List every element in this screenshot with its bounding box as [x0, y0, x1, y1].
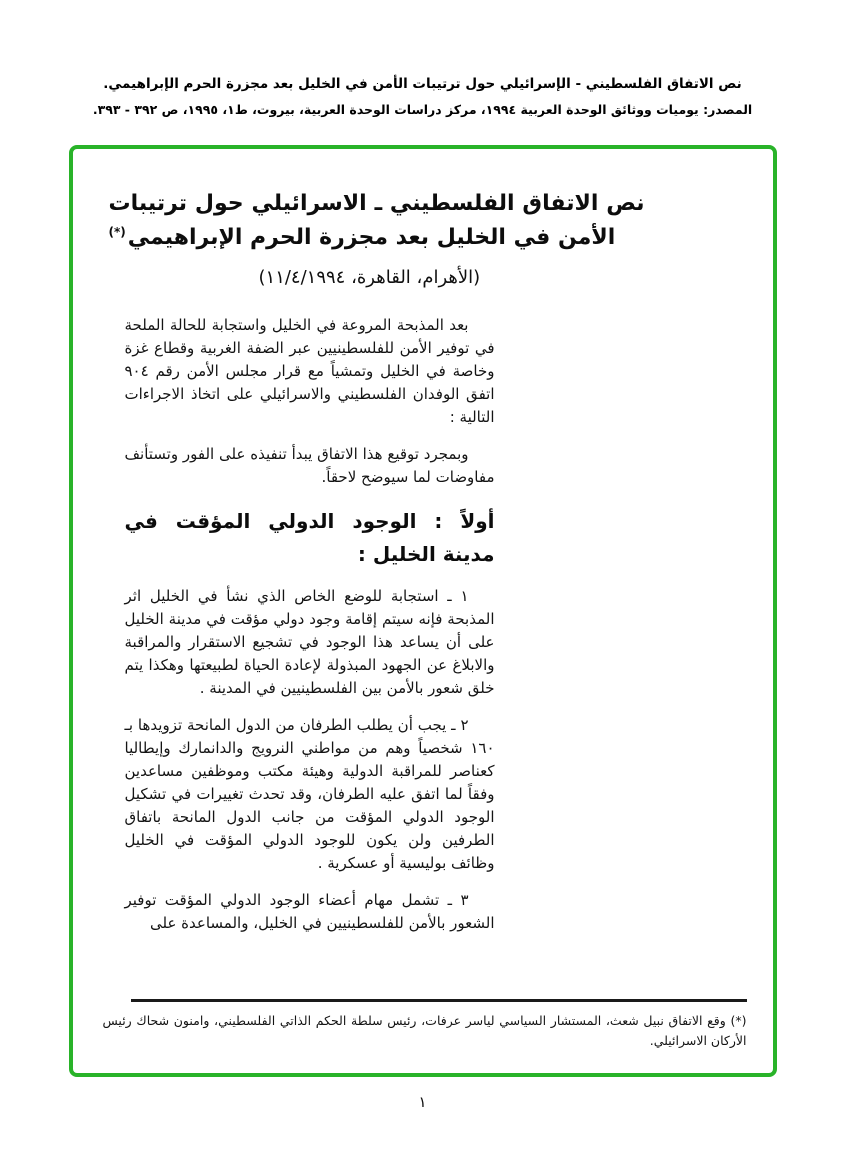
- footnote-text: (*) وقع الاتفاق نبيل شعث، المستشار السياسي لياسر عرفات، رئيس سلطة الحكم الذاتي الفلسطيني، وامنون شحاك رئيس الأركان الاسرائيلي.: [102, 1013, 747, 1048]
- document-subtitle: (الأهرام، القاهرة، ١١/٤/١٩٩٤): [258, 267, 481, 289]
- list-item: ٣ ـ تشمل مهام أعضاء الوجود الدولي المؤقت توفير الشعور بالأمن للفلسطينيين في الخليل، والمساعدة على: [124, 891, 495, 933]
- paragraph: بعد المذبحة المروعة في الخليل واستجابة للحالة الملحة في توفير الأمن للفلسطينيين عبر الضفة الغربية وقطاع غزة وخاصة في الخليل وتمشياً مع قرار مجلس الأمن رقم ٩٠٤ اتفق الوفدان الفلسطيني والاسرائيلي على اتخاذ الاجراءات التالية :: [124, 316, 495, 427]
- footnote-mark: (*): [108, 224, 126, 239]
- document-body: [125, 314, 495, 949]
- list-item: ٢ ـ يجب أن يطلب الطرفان من الدول المانحة تزويدها بـ ١٦٠ شخصياً وهم من مواطني النرويج والدانمارك وإيطاليا كعناصر للمراقبة الدولية وهيئة مكتب وموظفين مساعدين وفقاً لما اتفق عليه الطرفان، وقد تحدث تغييرات في تشكيل الوجود الدولي المؤقت من جانب الدول المانحة باتفاق الطرفين ولن يكون للوجود الدولي المؤقت في الخليل وظائف بوليسية أو عسكرية .: [124, 716, 495, 873]
- caption-line-2: المصدر: يوميات ووثائق الوحدة العربية ١٩٩٤، مركز دراسات الوحدة العربية، بيروت، ط١، ١٩٩٥، ص ٣٩٢ - ٣٩٣.: [92, 102, 753, 117]
- document-title-text: نص الاتفاق الفلسطيني ـ الاسرائيلي حول ترتيبات الأمن في الخليل بعد مجزرة الحرم الإبراهيمي: [108, 191, 645, 251]
- document-caption: [0, 0, 845, 117]
- list-item: ١ ـ استجابة للوضع الخاص الذي نشأ في الخليل اثر المذبحة فإنه سيتم إقامة وجود دولي مؤقت في مدينة الخليل على أن يساعد هذا الوجود في تشجيع الاستقرار والمراقبة والابلاغ عن الجهود المبذولة لإعادة الحياة لطبيعتها وهكذا يتم خلق شعور بالأمن بين الفلسطينيين في المدينة .: [124, 587, 495, 698]
- section-heading: أولاً : الوجود الدولي المؤقت في مدينة الخليل :: [124, 509, 495, 567]
- paragraph: وبمجرد توقيع هذا الاتفاق يبدأ تنفيذه على الفور وتستأنف مفاوضات لما سيوضح لاحقاً.: [124, 445, 495, 487]
- footnote-divider: [131, 999, 747, 1002]
- document-frame: [69, 145, 777, 1077]
- page-number: ١: [418, 1093, 427, 1111]
- document-title: [109, 187, 645, 255]
- caption-line-1: نص الاتفاق الفلسطيني - الإسرائيلي حول ترتيبات الأمن في الخليل بعد مجزرة الحرم الإبراهيمي.: [103, 76, 742, 92]
- footnote: [103, 999, 747, 1051]
